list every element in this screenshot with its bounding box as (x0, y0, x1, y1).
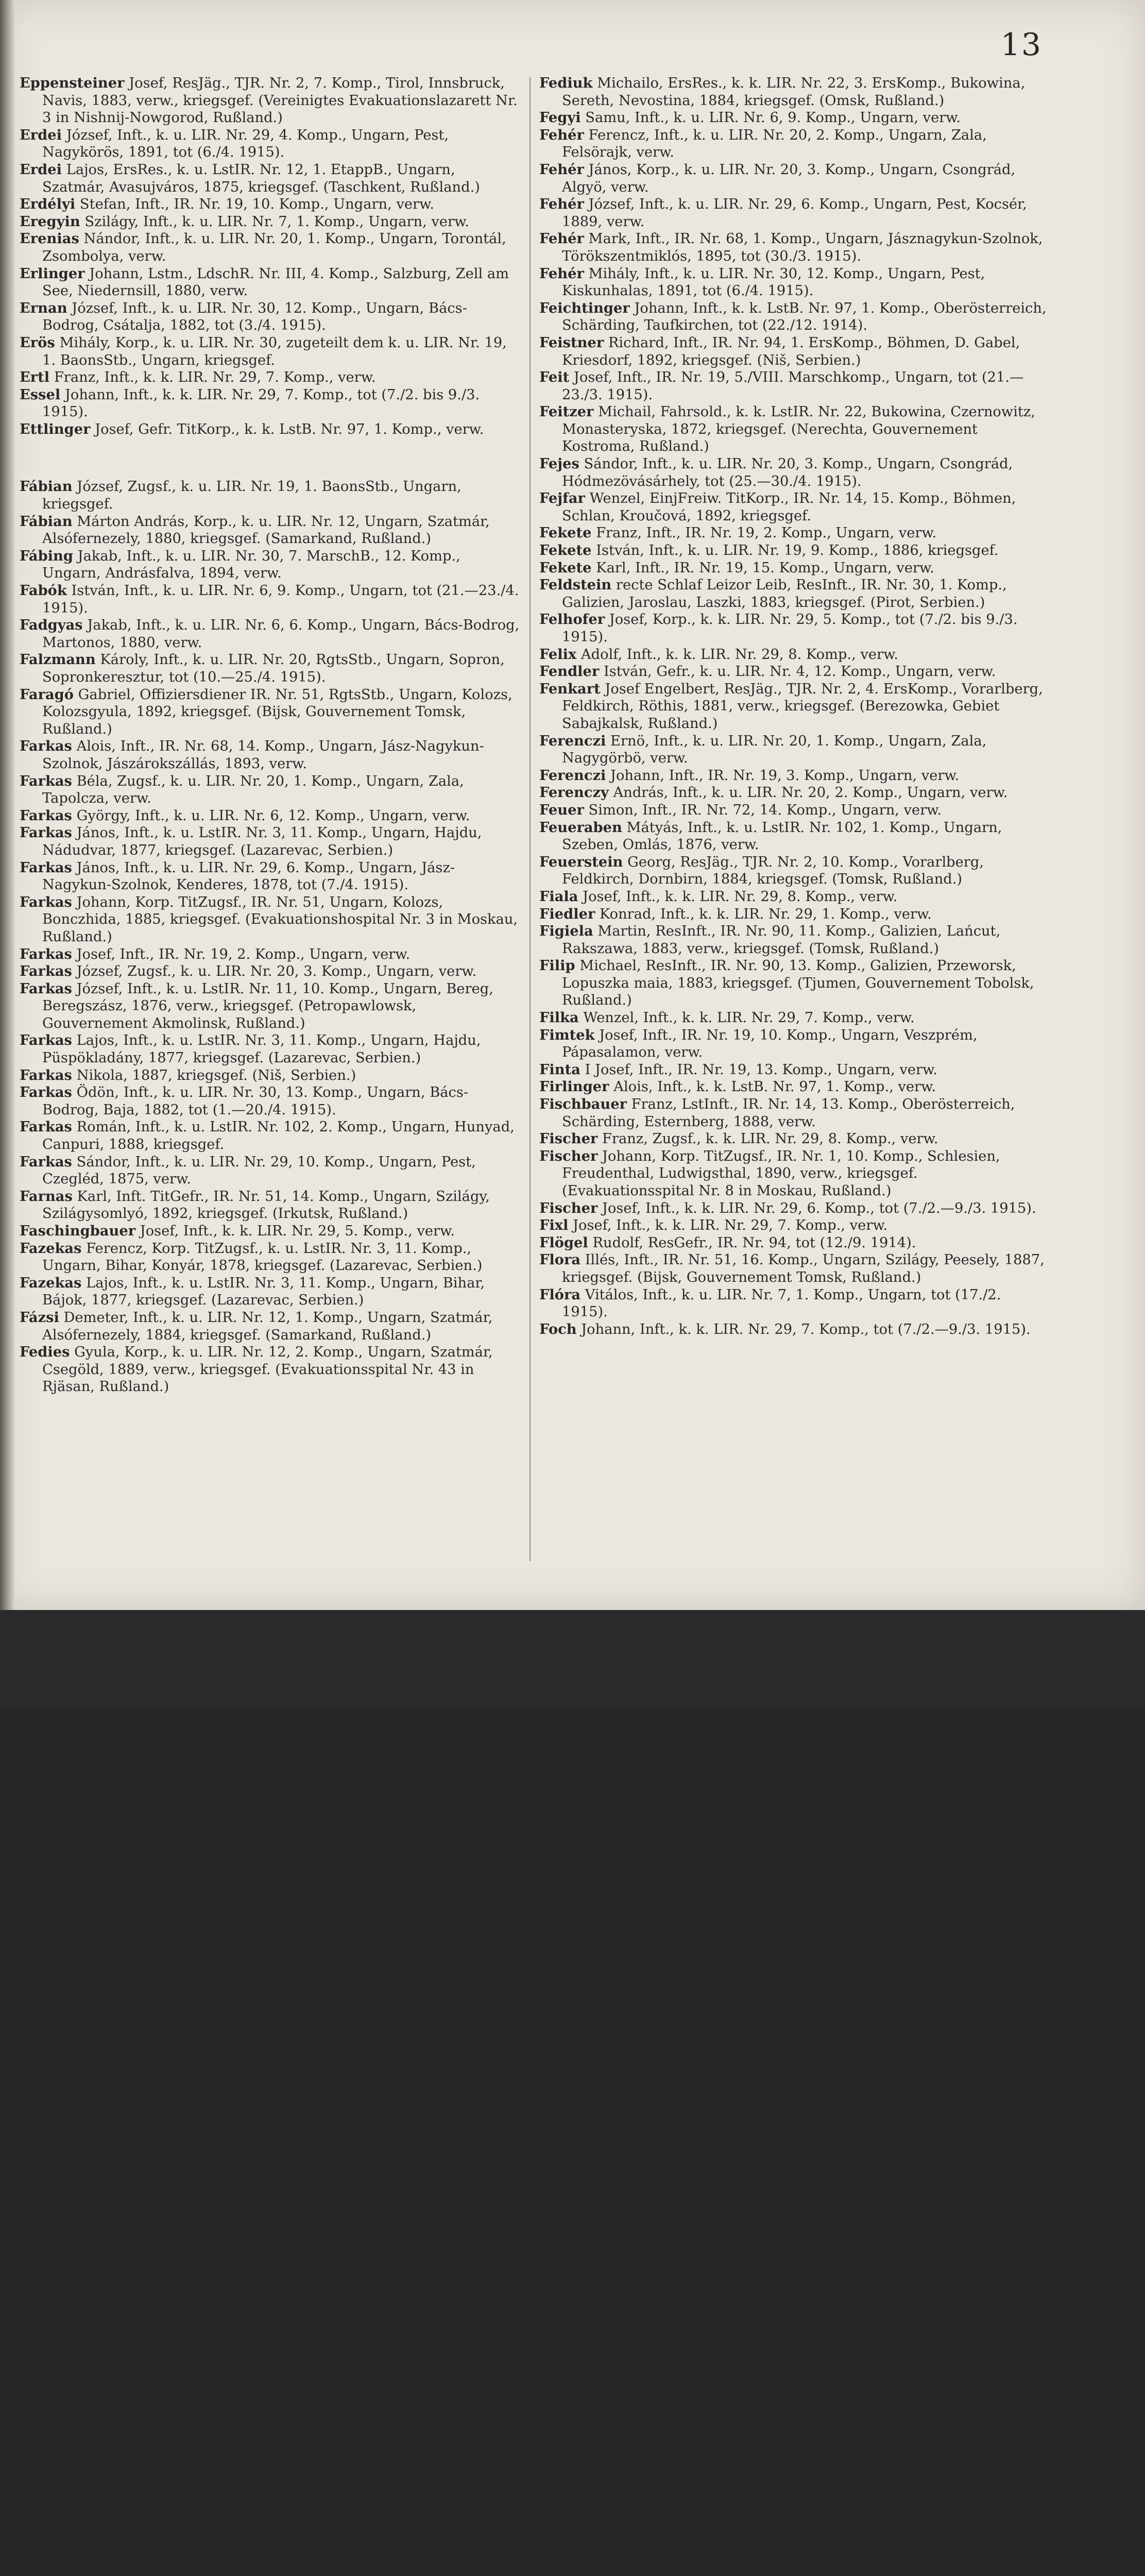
entry-details: Alois, Inft., k. k. LstB. Nr. 97, 1. Komp., verw. (609, 1079, 936, 1095)
entry-surname: Foch (539, 1320, 577, 1337)
register-entry (20, 1240, 522, 1275)
register-entry (539, 1061, 1049, 1079)
entry-details: István, Inft., k. u. LIR. Nr. 6, 9. Komp., Ungarn, tot (21.—23./4. 1915). (42, 583, 519, 616)
entry-details: Mark, Inft., IR. Nr. 68, 1. Komp., Ungarn, Jásznagykun-Szolnok, Törökszentmiklós, 1895, tot (30./3. 1915). (562, 231, 1043, 264)
entry-details: József, Zugsf., k. u. LIR. Nr. 19, 1. BaonsStb., Ungarn, kriegsgef. (42, 479, 462, 513)
register-entry (20, 513, 522, 548)
entry-details: János, Inft., k. u. LstIR. Nr. 3, 11. Komp., Ungarn, Hajdu, Nádudvar, 1877, kriegsgef. (Lazarevac, Serbien.) (42, 825, 482, 858)
entry-surname: Felhofer (539, 611, 605, 628)
entry-details: I Josef, Inft., IR. Nr. 19, 13. Komp., Ungarn, verw. (580, 1061, 937, 1078)
entry-details: Rudolf, ResGefr., IR. Nr. 94, tot (12./9. 1914). (588, 1234, 916, 1251)
entry-details: Josef, Inft., k. k. LIR. Nr. 29, 5. Komp., verw. (135, 1223, 455, 1239)
entry-details: Johann, Inft., k. k. LIR. Nr. 29, 7. Komp., tot (7./2.—9./3. 1915). (576, 1321, 1031, 1337)
entry-surname: Eppensteiner (20, 75, 125, 91)
entry-surname: Fixl (539, 1217, 569, 1234)
register-entry (539, 196, 1049, 230)
register-entry (20, 1032, 522, 1066)
entry-surname: Fabók (20, 582, 67, 599)
register-entry (20, 386, 522, 421)
entry-details: János, Korp., k. u. LIR. Nr. 20, 3. Komp., Ungarn, Csongrád, Algyö, verw. (562, 161, 1016, 195)
register-entry (539, 733, 1049, 767)
entry-surname: Fehér (539, 230, 584, 247)
entry-details: Mátyás, Inft., k. u. LstIR. Nr. 102, 1. Komp., Ungarn, Szeben, Omlás, 1876, verw. (562, 819, 1002, 853)
entry-surname: Filip (539, 957, 575, 974)
entry-surname: Filka (539, 1009, 579, 1026)
entry-details: Josef, Inft., IR. Nr. 19, 10. Komp., Ungarn, Veszprém, Pápasalamon, verw. (562, 1027, 978, 1061)
entry-surname: Fimtek (539, 1026, 595, 1043)
entry-surname: Falzmann (20, 651, 96, 668)
entry-surname: Erdei (20, 126, 62, 143)
entry-surname: Eregyin (20, 213, 80, 230)
entry-surname: Fischer (539, 1199, 598, 1216)
register-entry (20, 1067, 522, 1084)
register-entry (20, 213, 522, 231)
entry-surname: Farkas (20, 1084, 72, 1101)
entry-surname: Farkas (20, 824, 72, 841)
entry-details: Román, Inft., k. u. LstIR. Nr. 102, 2. Komp., Ungarn, Hunyad, Canpuri, 1888, kriegsgef. (42, 1119, 515, 1153)
register-entry (539, 957, 1049, 1009)
entry-surname: Farkas (20, 1118, 72, 1136)
entry-details: Gabriel, Offiziersdiener IR. Nr. 51, RgtsStb., Ungarn, Kolozs, Kolozsgyula, 1892, kriegsgef. (Bijsk, Gouvernement Tomsk, Rußland.) (42, 686, 512, 737)
page-number: 13 (1000, 27, 1042, 63)
entry-details: Márton András, Korp., k. u. LIR. Nr. 12, Ungarn, Szatmár, Alsófernezely, 1880, kriegsgef. (Samarkand, Rußland.) (42, 513, 490, 547)
entry-surname: Fegyi (539, 109, 581, 126)
register-entry (20, 369, 522, 386)
register-entry (539, 265, 1049, 300)
entry-surname: Ettlinger (20, 420, 91, 437)
register-entry (539, 542, 1049, 560)
entry-surname: Fenkart (539, 680, 601, 697)
entry-surname: Ernan (20, 299, 67, 316)
entry-details: Demeter, Inft., k. u. LIR. Nr. 12, 1. Komp., Ungarn, Szatmár, Alsófernezely, 1884, kriegsgef. (Samarkand, Rußland.) (42, 1309, 493, 1343)
entry-surname: Flóra (539, 1286, 581, 1303)
register-entry (539, 1078, 1049, 1096)
entry-details: Johann, Inft., IR. Nr. 19, 3. Komp., Ungarn, verw. (606, 767, 960, 784)
entry-surname: Fekete (539, 542, 592, 559)
register-entry (539, 819, 1049, 854)
register-entry (20, 894, 522, 946)
entry-details: Ferencz, Inft., k. u. LIR. Nr. 20, 2. Komp., Ungarn, Zala, Felsörajk, verw. (562, 127, 987, 161)
entry-details: Franz, Inft., IR. Nr. 19, 2. Komp., Ungarn, verw. (591, 525, 937, 541)
entry-details: Josef, Inft., k. k. LIR. Nr. 29, 6. Komp., tot (7./2.—9./3. 1915). (597, 1200, 1036, 1216)
entry-surname: Erlinger (20, 265, 85, 282)
entry-surname: Fadgyas (20, 617, 83, 634)
register-entry (539, 369, 1049, 403)
register-entry (539, 1321, 1049, 1338)
register-entry (539, 490, 1049, 524)
entry-details: Béla, Zugsf., k. u. LIR. Nr. 20, 1. Komp., Ungarn, Zala, Tapolcza, verw. (42, 773, 464, 807)
entry-surname: Farkas (20, 772, 72, 789)
register-entry (20, 1154, 522, 1188)
register-entry (20, 161, 522, 196)
entry-surname: Fekete (539, 559, 592, 576)
register-entry (539, 1217, 1049, 1234)
register-entry (539, 888, 1049, 906)
register-entry (539, 109, 1049, 127)
entry-details: Johann, Inft., k. k. LstB. Nr. 97, 1. Komp., Oberösterreich, Schärding, Taufkirchen, tot (22./12. 1914). (562, 300, 1047, 334)
entry-surname: Erenias (20, 230, 79, 247)
entry-surname: Feichtinger (539, 299, 630, 316)
entry-surname: Farkas (20, 859, 72, 876)
left-column (20, 75, 522, 1396)
register-entry (20, 824, 522, 859)
page-binding-edge (0, 0, 14, 1610)
register-entry (539, 854, 1049, 888)
register-entry (20, 651, 522, 686)
column-divider (529, 77, 531, 1561)
entry-surname: Farkas (20, 980, 72, 997)
entry-surname: Farkas (20, 1032, 72, 1049)
register-entry (539, 681, 1049, 733)
entry-surname: Flögel (539, 1234, 588, 1251)
entry-details: József, Inft., k. u. LstIR. Nr. 11, 10. Komp., Ungarn, Bereg, Beregszász, 1876, verw., kriegsgef. (Petropawlowsk, Gouvernement Akmolinsk, Rußland.) (42, 980, 493, 1031)
entry-details: Lajos, Inft., k. u. LstIR. Nr. 3, 11. Komp., Ungarn, Hajdu, Püspökladány, 1877, kriegsgef. (Lazarevac, Serbien.) (42, 1032, 481, 1066)
entry-surname: Ferenczi (539, 732, 606, 749)
register-entry (539, 161, 1049, 196)
entry-surname: Felix (539, 646, 577, 663)
register-entry (20, 300, 522, 334)
entry-details: Alois, Inft., IR. Nr. 68, 14. Komp., Ungarn, Jász-Nagykun-Szolnok, Jászárokszállás, 1893, verw. (42, 738, 484, 772)
entry-details: Georg, ResJäg., TJR. Nr. 2, 10. Komp., Vorarlberg, Feldkirch, Dornbirn, 1884, kriegsgef. (Tomsk, Rußland.) (562, 854, 984, 888)
entry-details: Josef, Inft., IR. Nr. 19, 2. Komp., Ungarn, verw. (72, 946, 411, 962)
register-entry (20, 334, 522, 369)
register-entry (20, 859, 522, 894)
entry-details: Illés, Inft., IR. Nr. 51, 16. Komp., Ungarn, Szilágy, Peesely, 1887, kriegsgef. (Bijsk, Gouvernement Tomsk, Rußland.) (562, 1252, 1045, 1285)
register-entry (20, 1084, 522, 1118)
right-column (539, 75, 1049, 1338)
register-entry (20, 773, 522, 807)
register-entry (539, 784, 1049, 802)
entry-details: Franz, LstInft., IR. Nr. 14, 13. Komp., Oberösterreich, Schärding, Esternberg, 1888, verw. (562, 1096, 1015, 1130)
entry-surname: Firlinger (539, 1078, 609, 1095)
entry-surname: Faschingbauer (20, 1223, 136, 1239)
entry-details: Jakab, Inft., k. u. LIR. Nr. 30, 7. MarschB., 12. Komp., Ungarn, Andrásfalva, 1894, verw. (42, 548, 460, 582)
register-entry (20, 1118, 522, 1153)
entry-details: Josef, Korp., k. k. LIR. Nr. 29, 5. Komp., tot (7./2. bis 9./3. 1915). (562, 612, 1018, 645)
register-entry (539, 1009, 1049, 1027)
entry-details: Josef, Inft., k. k. LIR. Nr. 29, 7. Komp., verw. (568, 1217, 888, 1234)
register-entry (539, 455, 1049, 490)
entry-details: Josef, Inft., IR. Nr. 19, 5./VIII. Marschkomp., Ungarn, tot (21.—23./3. 1915). (562, 369, 1024, 403)
register-entry (20, 478, 522, 513)
entry-details: Simon, Inft., IR. Nr. 72, 14. Komp., Ungarn, verw. (584, 802, 942, 818)
entry-details: Richard, Inft., IR. Nr. 94, 1. ErsKomp., Böhmen, D. Gabel, Kriesdorf, 1892, kriegsgef. (Niš, Serbien.) (562, 334, 1020, 368)
register-entry (539, 300, 1049, 334)
register-entry (20, 738, 522, 772)
entry-details: Adolf, Inft., k. k. LIR. Nr. 29, 8. Komp., verw. (576, 646, 898, 663)
entry-surname: Fazekas (20, 1240, 82, 1257)
entry-details: József, Inft., k. u. LIR. Nr. 29, 4. Komp., Ungarn, Pest, Nagykörös, 1891, tot (6./4. 1915). (42, 127, 449, 161)
register-entry (539, 230, 1049, 265)
register-entry (20, 807, 522, 825)
register-entry (539, 577, 1049, 611)
entry-surname: Finta (539, 1061, 580, 1078)
entry-details: Michailo, ErsRes., k. k. LIR. Nr. 22, 3. ErsKomp., Bukowina, Sereth, Nevostina, 1884, kriegsgef. (Omsk, Rußland.) (562, 75, 1026, 109)
entry-surname: Fekete (539, 524, 592, 541)
entry-details: Josef, ResJäg., TJR. Nr. 2, 7. Komp., Tirol, Innsbruck, Navis, 1883, verw., kriegsgef. (Vereinigtes Evakuationslazarett Nr. 3 in Nishnij-Nowgorod, Rußland.) (42, 75, 518, 126)
entry-surname: Farkas (20, 738, 72, 755)
register-entry (539, 1148, 1049, 1200)
entry-details: István, Inft., k. u. LIR. Nr. 19, 9. Komp., 1886, kriegsgef. (591, 543, 999, 559)
entry-details: Franz, Zugsf., k. k. LIR. Nr. 29, 8. Komp., verw. (597, 1131, 938, 1147)
entry-details: Michael, ResInft., IR. Nr. 90, 13. Komp., Galizien, Przeworsk, Lopuszka maia, 1883, kriegsgef. (Tjumen, Gouvernement Tobolsk, Rußland.) (562, 958, 1034, 1009)
entry-surname: Feueraben (539, 819, 622, 836)
entry-surname: Fehér (539, 196, 584, 213)
entry-details: Sándor, Inft., k. u. LIR. Nr. 20, 3. Komp., Ungarn, Csongrád, Hódmezövásárhely, tot (25.—30./4. 1915). (562, 456, 1013, 489)
entry-details: Johann, Korp. TitZugsf., IR. Nr. 51, Ungarn, Kolozs, Bonczhida, 1885, kriegsgef. (Evakuationshospital Nr. 3 in Moskau, Rußland.) (42, 894, 518, 945)
entry-surname: Fedies (20, 1344, 70, 1361)
register-entry (539, 75, 1049, 109)
entry-details: István, Gefr., k. u. LIR. Nr. 4, 12. Komp., Ungarn, verw. (599, 664, 996, 680)
entry-details: József, Zugsf., k. u. LIR. Nr. 20, 3. Komp., Ungarn, verw. (72, 963, 477, 980)
entry-surname: Fábian (20, 478, 73, 495)
entry-surname: Farkas (20, 945, 72, 962)
entry-surname: Fejfar (539, 490, 585, 507)
entry-surname: Fázsi (20, 1309, 59, 1326)
entry-surname: Fazekas (20, 1274, 82, 1291)
entry-surname: Fiala (539, 888, 578, 905)
entry-surname: Farkas (20, 893, 72, 910)
register-entry (539, 560, 1049, 577)
register-entry (20, 963, 522, 980)
register-entry (539, 1286, 1049, 1321)
entry-surname: Fehér (539, 161, 584, 178)
register-entry (539, 802, 1049, 819)
register-entry (20, 548, 522, 582)
entry-surname: Feit (539, 369, 570, 386)
register-entry (539, 1096, 1049, 1130)
register-entry (539, 646, 1049, 664)
entry-details: Nándor, Inft., k. u. LIR. Nr. 20, 1. Komp., Ungarn, Torontál, Zsombolya, verw. (42, 231, 506, 264)
entry-details: György, Inft., k. u. LIR. Nr. 6, 12. Komp., Ungarn, verw. (72, 807, 470, 824)
entry-details: Ferencz, Korp. TitZugsf., k. u. LstIR. Nr. 3, 11. Komp., Ungarn, Bihar, Konyár, 1878, kriegsgef. (Lazarevac, Serbien.) (42, 1240, 483, 1274)
entry-surname: Fischer (539, 1130, 598, 1147)
entry-details: Josef, Inft., k. k. LIR. Nr. 29, 8. Komp., verw. (578, 888, 898, 905)
entry-surname: Fehér (539, 265, 584, 282)
register-entry (20, 196, 522, 213)
entry-details: Karl, Inft. TitGefr., IR. Nr. 51, 14. Komp., Ungarn, Szilágy, Szilágysomlyó, 1892, kriegsgef. (Irkutsk, Rußland.) (42, 1188, 490, 1222)
entry-details: Wenzel, EinjFreiw. TitKorp., IR. Nr. 14, 15. Komp., Böhmen, Schlan, Kroučová, 1892, kriegsgef. (562, 490, 1016, 524)
entry-surname: Flora (539, 1251, 581, 1268)
entry-surname: Fischer (539, 1147, 598, 1164)
entry-details: Lajos, ErsRes., k. u. LstIR. Nr. 12, 1. EtappB., Ungarn, Szatmár, Avasujváros, 1875, kriegsgef. (Taschkent, Rußland.) (42, 161, 480, 195)
entry-surname: Farkas (20, 963, 72, 980)
entry-surname: Fejes (539, 455, 579, 472)
register-entry (20, 980, 522, 1032)
entry-surname: Farnas (20, 1188, 73, 1205)
entry-details: Ödön, Inft., k. u. LIR. Nr. 30, 13. Komp., Ungarn, Bács-Bodrog, Baja, 1882, tot (1.—20./4. 1915). (42, 1084, 469, 1118)
register-entry (20, 1188, 522, 1223)
entry-surname: Erös (20, 334, 55, 351)
register-entry (20, 1275, 522, 1309)
entry-surname: Erdélyi (20, 196, 76, 213)
entry-details: Josef, Gefr. TitKorp., k. k. LstB. Nr. 97, 1. Komp., verw. (90, 421, 484, 437)
entry-surname: Erdei (20, 161, 62, 178)
register-entry (539, 334, 1049, 369)
entry-details: Gyula, Korp., k. u. LIR. Nr. 12, 2. Komp., Ungarn, Szatmár, Csegöld, 1889, verw., kriegsgef. (Evakuationsspital Nr. 43 in Rjäsan, Rußland.) (42, 1344, 493, 1395)
entry-details: József, Inft., k. u. LIR. Nr. 30, 12. Komp., Ungarn, Bács-Bodrog, Csátalja, 1882, tot (3./4. 1915). (42, 300, 467, 334)
entry-details: recte Schlaf Leizor Leib, ResInft., IR. Nr. 30, 1. Komp., Galizien, Jaroslau, Laszki, 1883, kriegsgef. (Pirot, Serbien.) (562, 577, 1007, 611)
register-entry (539, 1251, 1049, 1286)
entry-details: Samu, Inft., k. u. LIR. Nr. 6, 9. Komp., Ungarn, verw. (580, 110, 961, 126)
entry-surname: Fiedler (539, 905, 595, 922)
register-entry (20, 617, 522, 651)
register-entry (539, 923, 1049, 957)
register-entry (20, 1309, 522, 1344)
entry-details: Szilágy, Inft., k. u. LIR. Nr. 7, 1. Komp., Ungarn, verw. (80, 213, 469, 230)
entry-surname: Fischbauer (539, 1096, 627, 1113)
entry-details: Lajos, Inft., k. u. LstIR. Nr. 3, 11. Komp., Ungarn, Bihar, Bájok, 1877, kriegsgef. (Lazarevac, Serbien.) (42, 1275, 485, 1309)
entry-surname: Figiela (539, 923, 593, 940)
entry-surname: Feuer (539, 801, 584, 818)
entry-details: Johann, Korp. TitZugsf., IR. Nr. 1, 10. Komp., Schlesien, Freudenthal, Ludwigsthal, 1890, verw., kriegsgef. (Evakuationsspital Nr. 8 in Moskau, Rußland.) (562, 1148, 1000, 1199)
entry-details: Sándor, Inft., k. u. LIR. Nr. 29, 10. Komp., Ungarn, Pest, Czegléd, 1875, verw. (42, 1154, 476, 1188)
entry-details: Johann, Inft., k. k. LIR. Nr. 29, 7. Komp., tot (7./2. bis 9./3. 1915). (42, 386, 480, 420)
register-entry (539, 663, 1049, 681)
entry-surname: Essel (20, 386, 61, 403)
register-entry (20, 75, 522, 127)
entry-surname: Ferenczy (539, 784, 609, 801)
entry-details: András, Inft., k. u. LIR. Nr. 20, 2. Komp., Ungarn, verw. (608, 785, 1008, 801)
entry-details: János, Inft., k. u. LIR. Nr. 29, 6. Komp., Ungarn, Jász-Nagykun-Szolnok, Kenderes, 1878, tot (7./4. 1915). (42, 859, 455, 893)
entry-details: Wenzel, Inft., k. k. LIR. Nr. 29, 7. Komp., verw. (578, 1010, 915, 1026)
entry-surname: Feuerstein (539, 853, 623, 870)
entry-details: Károly, Inft., k. u. LIR. Nr. 20, RgtsStb., Ungarn, Sopron, Sopronkeresztur, tot (10.—25./4. 1915). (42, 652, 505, 685)
entry-surname: Feldstein (539, 577, 612, 594)
entry-details: Vitálos, Inft., k. u. LIR. Nr. 7, 1. Komp., Ungarn, tot (17./2. 1915). (562, 1286, 1001, 1320)
entry-surname: Ertl (20, 369, 50, 386)
register-entry (539, 1200, 1049, 1217)
entry-surname: Feistner (539, 334, 604, 351)
viewer-footer (0, 1610, 1145, 1708)
entry-details: Martin, ResInft., IR. Nr. 90, 11. Komp., Galizien, Lańcut, Rakszawa, 1883, verw., kriegsgef. (Tomsk, Rußland.) (562, 923, 1001, 957)
entry-surname: Ferenczi (539, 767, 606, 784)
register-entry (20, 686, 522, 738)
register-entry (20, 946, 522, 963)
entry-surname: Farkas (20, 807, 72, 824)
register-entry (20, 127, 522, 161)
entry-details: Mihály, Korp., k. u. LIR. Nr. 30, zugeteilt dem k. u. LIR. Nr. 19, 1. BaonsStb., Ungarn, kriegsgef. (42, 334, 507, 368)
entry-surname: Farkas (20, 1153, 72, 1170)
entry-surname: Fendler (539, 663, 600, 680)
entry-details: Ernö, Inft., k. u. LIR. Nr. 20, 1. Komp., Ungarn, Zala, Nagygörbö, verw. (562, 733, 987, 767)
entry-surname: Feitzer (539, 403, 594, 420)
entry-surname: Fábing (20, 547, 73, 564)
entry-details: Michail, Fahrsold., k. k. LstIR. Nr. 22, Bukowina, Czernowitz, Monasteryska, 1872, kriegsgef. (Nerechta, Gouvernement Kostroma, Rußland.) (562, 404, 1035, 455)
register-entry (539, 1130, 1049, 1148)
register-entry (539, 1234, 1049, 1252)
register-entry (20, 265, 522, 300)
entry-surname: Farkas (20, 1066, 72, 1083)
register-entry (539, 524, 1049, 542)
entry-details: Johann, Lstm., LdschR. Nr. III, 4. Komp., Salzburg, Zell am See, Niedernsill, 1880, verw. (42, 265, 509, 299)
entry-details: Stefan, Inft., IR. Nr. 19, 10. Komp., Ungarn, verw. (75, 196, 434, 213)
entry-surname: Faragó (20, 686, 74, 703)
register-entry (20, 230, 522, 265)
register-entry (539, 906, 1049, 923)
entry-surname: Fábian (20, 513, 73, 530)
register-entry (20, 1223, 522, 1240)
entry-surname: Fehér (539, 126, 584, 143)
register-entry (539, 127, 1049, 161)
register-entry (539, 1027, 1049, 1061)
register-entry (20, 421, 522, 438)
entry-details: Jakab, Inft., k. u. LIR. Nr. 6, 6. Komp., Ungarn, Bács-Bodrog, Martonos, 1880, verw. (42, 617, 520, 651)
register-entry (539, 611, 1049, 646)
entry-details: Josef Engelbert, ResJäg., TJR. Nr. 2, 4. ErsKomp., Vorarlberg, Feldkirch, Röthis, 1881, verw., kriegsgef. (Berezowka, Gebiet Sabajkalsk, Rußland.) (562, 681, 1043, 732)
entry-details: Franz, Inft., k. k. LIR. Nr. 29, 7. Komp., verw. (49, 369, 376, 386)
entry-details: Mihály, Inft., k. u. LIR. Nr. 30, 12. Komp., Ungarn, Pest, Kiskunhalas, 1891, tot (6./4. 1915). (562, 265, 985, 299)
entry-details: József, Inft., k. u. LIR. Nr. 29, 6. Komp., Ungarn, Pest, Kocsér, 1889, verw. (562, 196, 1027, 230)
register-entry (20, 1344, 522, 1396)
entry-surname: Fediuk (539, 75, 593, 91)
register-entry (20, 582, 522, 617)
register-entry (539, 767, 1049, 785)
entry-details: Nikola, 1887, kriegsgef. (Niš, Serbien.) (72, 1067, 356, 1083)
entry-details: Karl, Inft., IR. Nr. 19, 15. Komp., Ungarn, verw. (591, 560, 934, 576)
entry-details: Konrad, Inft., k. k. LIR. Nr. 29, 1. Komp., verw. (595, 906, 932, 922)
register-entry (539, 403, 1049, 455)
